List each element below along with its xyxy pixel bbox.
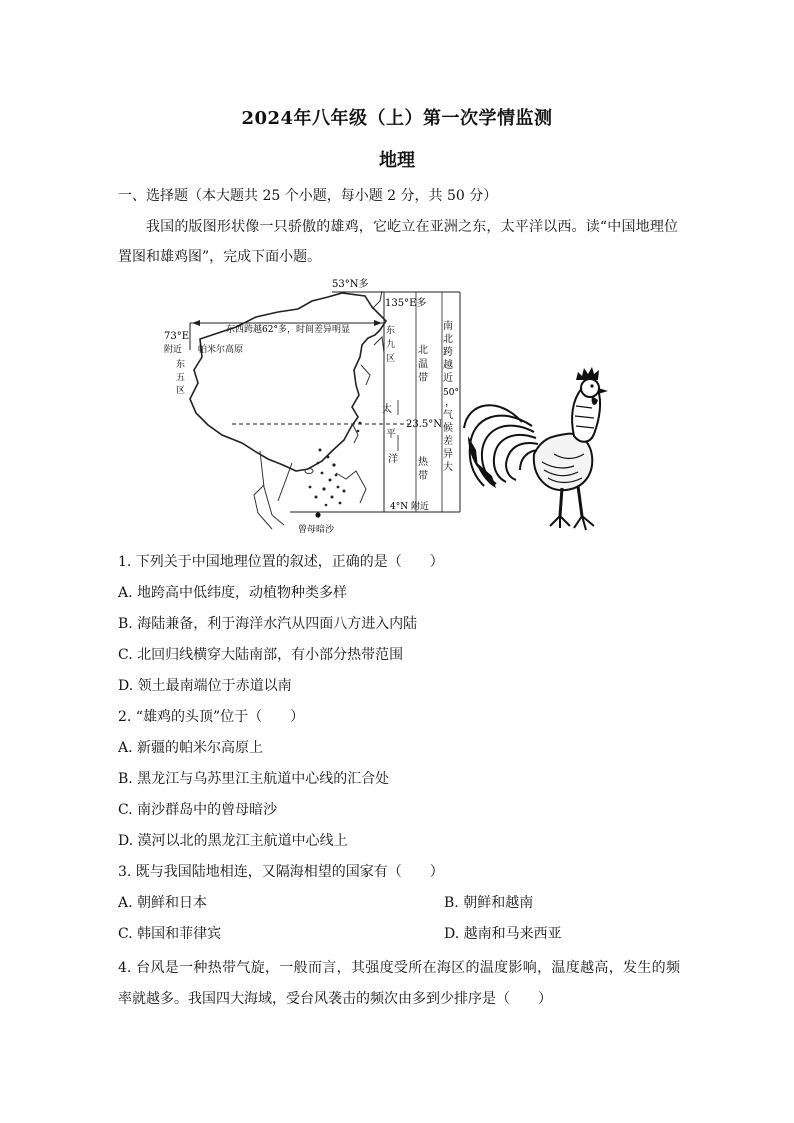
svg-text:五: 五 [176,373,186,383]
label-tropical-zone [418,455,429,482]
question-1-option-a[interactable]: A. 地跨高中低纬度，动植物种类多样 [118,585,348,601]
svg-text:50°: 50° [443,388,459,398]
question-1-option-c[interactable]: C. 北回归线横穿大陆南部，有小部分热带范围 [118,647,404,663]
label-north-temperate-zone [418,344,428,384]
rooster-feet [550,516,594,530]
coast-line [278,463,292,501]
question-3-option-c[interactable]: C. 韩国和菲律宾 [118,926,222,942]
svg-text:，: ， [445,397,455,408]
rooster-illustration [462,366,612,538]
philippines-outline [336,471,366,503]
question-1-option-d[interactable]: D. 领土最南端位于赤道以南 [118,678,292,694]
label-north-south-span [443,319,459,473]
page-title: 2024年八年级（上）第一次学情监测 [241,108,553,129]
rooster-beak [598,388,608,394]
svg-text:差: 差 [443,436,453,447]
svg-text:东: 东 [176,360,186,370]
label-135e: 135°E多 [385,298,427,309]
svg-text:区: 区 [176,386,186,396]
label-pamir: 帕米尔高原 [198,345,244,355]
label-23-5n: 23.5°N [406,419,443,430]
arrow-head [374,320,382,326]
rooster-head [581,379,599,397]
svg-text:温: 温 [418,359,428,370]
question-4-stem: 4. 台风是一种热带气旋，一般而言，其强度受所在海区的温度影响，温度越高，发生的频率就越多。我国四大海域，受台风袭击的频次由多到少排序是（ ） [118,960,680,1007]
svg-text:九: 九 [386,340,396,350]
intro-paragraph: 我国的版图形状像一只骄傲的雄鸡，它屹立在亚洲之东，太平洋以西。读“中国地理位置图和雄鸡图”，完成下面小题。 [118,219,678,265]
arrow-head [192,320,200,326]
svg-text:平: 平 [386,429,396,440]
section-heading: 一、选择题（本大题共 25 个小题，每小题 2 分，共 50 分） [118,188,498,204]
coast-line [361,365,370,385]
rooster-legs [560,486,582,516]
label-east-five-zone [176,358,185,396]
svg-text:越: 越 [443,360,453,371]
subject-title: 地理 [379,150,415,171]
question-2-option-a[interactable]: A. 新疆的帕米尔高原上 [118,740,264,756]
svg-text:带: 带 [418,373,428,384]
label-zengmu-ansha: 曾母暗沙 [298,525,335,535]
label-east-nine-zone [386,324,395,364]
svg-text:近: 近 [443,373,453,384]
rooster-comb [576,367,599,380]
question-2-option-c[interactable]: C. 南沙群岛中的曾母暗沙 [118,802,278,818]
question-2-stem: 2. “雄鸡的头顶”位于（ ） [118,709,305,725]
zengmu-ansha-point [315,512,320,517]
svg-text:区: 区 [386,354,396,364]
question-3-stem: 3. 既与我国陆地相连，又隔海相望的国家有（ ） [118,864,444,880]
question-1-stem: 1. 下列关于中国地理位置的叙述，正确的是（ ） [118,554,444,570]
china-location-map [160,275,470,540]
question-2-option-b[interactable]: B. 黑龙江与乌苏里江主航道中心线的汇合处 [118,771,390,787]
question-1-option-b[interactable]: B. 海陆兼备，利于海洋水汽从四面八方进入内陆 [118,616,418,632]
svg-text:热: 热 [418,457,428,468]
label-fujin: 附近 [164,345,183,355]
svg-text:候: 候 [443,423,453,434]
svg-text:洋: 洋 [388,454,398,465]
china-outline [190,293,386,471]
coast-line [372,291,382,309]
svg-text:异: 异 [443,449,453,460]
taiwan-outline [353,425,358,443]
svg-text:东: 东 [386,326,396,336]
label-4n: 4°N 附近 [390,502,429,512]
svg-text:带: 带 [418,471,428,482]
question-3-option-a[interactable]: A. 朝鲜和日本 [118,895,208,911]
svg-text:跨: 跨 [443,347,453,358]
question-3-option-d[interactable]: D. 越南和马来西亚 [444,926,562,942]
question-3-option-b[interactable]: B. 朝鲜和越南 [444,895,534,911]
label-53n: 53°N多 [332,279,369,290]
coast-line [260,451,284,525]
korea-outline [374,337,384,353]
svg-text:大: 大 [443,462,453,473]
svg-text:太: 太 [382,404,392,415]
rooster-tail [464,405,540,486]
label-73e: 73°E [164,331,190,342]
svg-text:气: 气 [443,410,453,421]
svg-text:北: 北 [418,345,428,356]
rooster-eye [590,384,593,387]
label-east-west-span: 东西跨越62°多，时间差异明显 [226,325,350,335]
svg-text:南: 南 [443,321,453,332]
question-2-option-d[interactable]: D. 漠河以北的黑龙江主航道中心线上 [118,833,348,849]
svg-text:北: 北 [443,334,453,345]
